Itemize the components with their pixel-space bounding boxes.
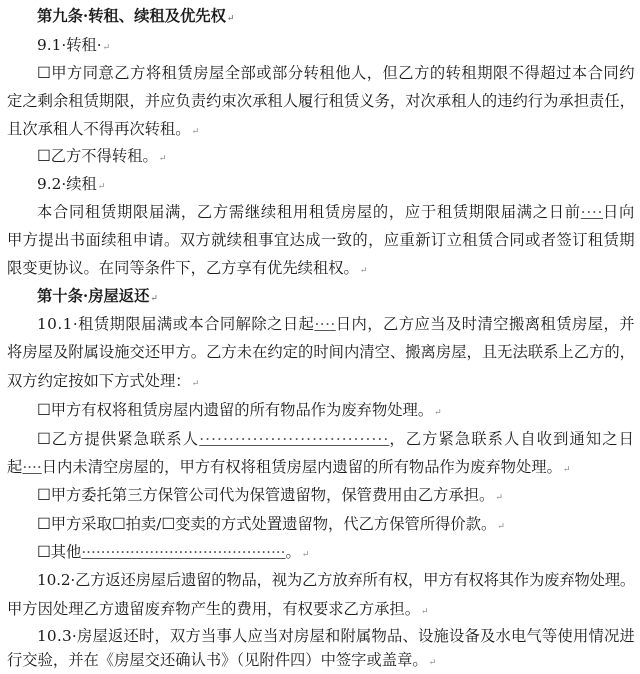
text-line-content <box>7 229 635 251</box>
text-segment: 10.2·乙方返还房屋后遗留的物品，视为乙方放弃所有权，甲方有权将其作为废弃物处理。 <box>37 571 635 589</box>
text-segment: 行交验，并在《房屋交还确认书》（见附件四）中签字或盖章。 <box>7 651 428 669</box>
text-line-content <box>37 569 635 591</box>
text-segment: 日内未清空房屋的，甲方有权将租赁房屋内遗留的所有物品作为废弃物处理。 <box>41 458 562 476</box>
paragraph-mark-icon: ↵ <box>421 607 429 617</box>
paragraph-mark-icon: ↵ <box>226 14 235 24</box>
text-segment: 10.3·房屋返还时，双方当事人应当对房屋和附属物品、设施设备及水电气等使用情况进 <box>37 627 635 645</box>
text-line-content <box>37 399 442 424</box>
text-line <box>37 625 635 647</box>
text-line <box>37 173 635 195</box>
text-line <box>7 649 635 671</box>
text-line <box>7 456 635 478</box>
text-line <box>37 513 635 535</box>
fill-in-blank[interactable]: ···· <box>314 315 336 333</box>
text-segment: ☐甲方有权将租赁房屋内遗留的所有物品作为废弃物处理。 <box>37 401 434 419</box>
text-line-content <box>7 118 199 143</box>
text-segment: ☐乙方不得转租。 <box>37 147 158 165</box>
paragraph-mark-icon: ↵ <box>434 408 442 418</box>
text-segment: 9.2·续租 <box>37 175 97 193</box>
text-line-content <box>7 456 570 481</box>
text-segment: ，乙方紧急联系人自收到通知之日 <box>389 430 635 448</box>
text-segment: 限变更协议。在同等条件下，乙方享有优先续租权。 <box>7 259 359 277</box>
text-segment: 日内，乙方应当及时清空搬离租赁房屋，并 <box>335 315 635 333</box>
text-segment: 且次承租人不得再次转租。 <box>7 120 191 138</box>
text-segment: ☐甲方采取☐拍卖/☐变卖的方式处置遗留物，代乙方保管所得价款。 <box>37 515 497 533</box>
text-line <box>7 341 635 363</box>
text-line <box>37 399 635 421</box>
text-line-content <box>37 313 635 335</box>
text-segment: 第十条·房屋返还 <box>37 287 150 305</box>
text-line-content <box>37 513 505 538</box>
text-line-content <box>7 90 635 112</box>
text-line-content <box>37 34 110 59</box>
text-line <box>37 569 635 591</box>
paragraph-mark-icon: ↵ <box>191 379 200 389</box>
paragraph-mark-icon: ↵ <box>497 522 505 532</box>
text-line <box>37 34 635 56</box>
paragraph-mark-icon: ↵ <box>150 294 158 304</box>
text-segment: ☐其他 <box>37 543 82 561</box>
text-line-content <box>37 62 635 84</box>
text-line <box>7 118 635 140</box>
text-line-content <box>7 257 367 282</box>
text-line <box>7 229 635 251</box>
text-segment: 甲方因处理乙方遗留废弃物产生的费用，有权要求乙方承担。 <box>7 600 421 618</box>
section-heading <box>37 5 635 27</box>
paragraph-mark-icon: ↵ <box>97 182 106 192</box>
section-heading <box>37 285 635 307</box>
text-line-content <box>37 541 309 566</box>
text-segment: 本合同租赁期限届满，乙方需继续租用租赁房屋的，应于租赁期限届满之日前 <box>37 203 581 221</box>
text-segment: 起 <box>7 458 23 476</box>
text-line <box>37 484 635 506</box>
text-segment: 日向 <box>603 203 635 221</box>
text-line-content <box>7 341 635 363</box>
text-line <box>37 313 635 335</box>
text-line-content <box>37 285 158 310</box>
text-segment: 第九条·转租、续租及优先权 <box>37 7 226 25</box>
text-line <box>7 90 635 112</box>
text-line-content <box>37 484 503 509</box>
text-line <box>37 201 635 223</box>
fill-in-blank[interactable]: ···· <box>580 203 603 221</box>
text-segment: ☐甲方同意乙方将租赁房屋全部或部分转租他人，但乙方的转租期限不得超过本合同约 <box>37 64 635 82</box>
paragraph-mark-icon: ↵ <box>495 493 503 503</box>
text-line-content <box>37 173 105 198</box>
text-line <box>37 62 635 84</box>
paragraph-mark-icon: ↵ <box>102 43 111 53</box>
paragraph-mark-icon: ↵ <box>562 465 571 475</box>
fill-in-blank[interactable]: ································ <box>199 430 390 448</box>
text-line-content <box>37 145 166 170</box>
text-segment: 10.1·租赁期限届满或本合同解除之日起 <box>37 315 315 333</box>
text-line-content <box>37 625 635 647</box>
text-line <box>37 428 635 450</box>
paragraph-mark-icon: ↵ <box>158 154 167 164</box>
paragraph-mark-icon: ↵ <box>359 266 368 276</box>
text-segment: 甲方提出书面续租申请。双方就续租事宜达成一致的，应重新订立租赁合同或者签订租赁期 <box>7 231 635 249</box>
text-line-content <box>7 370 199 395</box>
paragraph-mark-icon: ↵ <box>428 658 437 668</box>
text-line-content <box>37 201 635 223</box>
text-line-content <box>37 5 234 30</box>
text-segment: 将房屋及附属设施交还甲方。乙方未在约定的时间内清空、搬离房屋，且无法联系上乙方的， <box>7 343 635 361</box>
text-line <box>37 541 635 563</box>
text-line-content <box>7 598 429 623</box>
text-line <box>7 257 635 279</box>
text-line <box>7 598 635 620</box>
text-segment: 定之剩余租赁期限，并应负责约束次承租人履行租赁义务，对次承租人的违约行为承担责任， <box>7 92 635 110</box>
paragraph-mark-icon: ↵ <box>301 550 310 560</box>
text-segment: 9.1·转租· <box>37 36 102 54</box>
fill-in-blank[interactable]: ·········································· <box>81 543 286 561</box>
text-line <box>7 370 635 392</box>
text-line-content <box>7 649 436 674</box>
text-segment: 。 <box>285 543 301 561</box>
fill-in-blank[interactable]: ···· <box>22 458 42 476</box>
text-segment: ☐甲方委托第三方保管公司代为保管遗留物，保管费用由乙方承担。 <box>37 486 495 504</box>
text-line <box>37 145 635 167</box>
text-line-content <box>37 428 635 450</box>
paragraph-mark-icon: ↵ <box>191 127 200 137</box>
text-segment: 双方约定按如下方式处理： <box>7 372 191 390</box>
text-segment: ☐乙方提供紧急联系人 <box>37 430 200 448</box>
